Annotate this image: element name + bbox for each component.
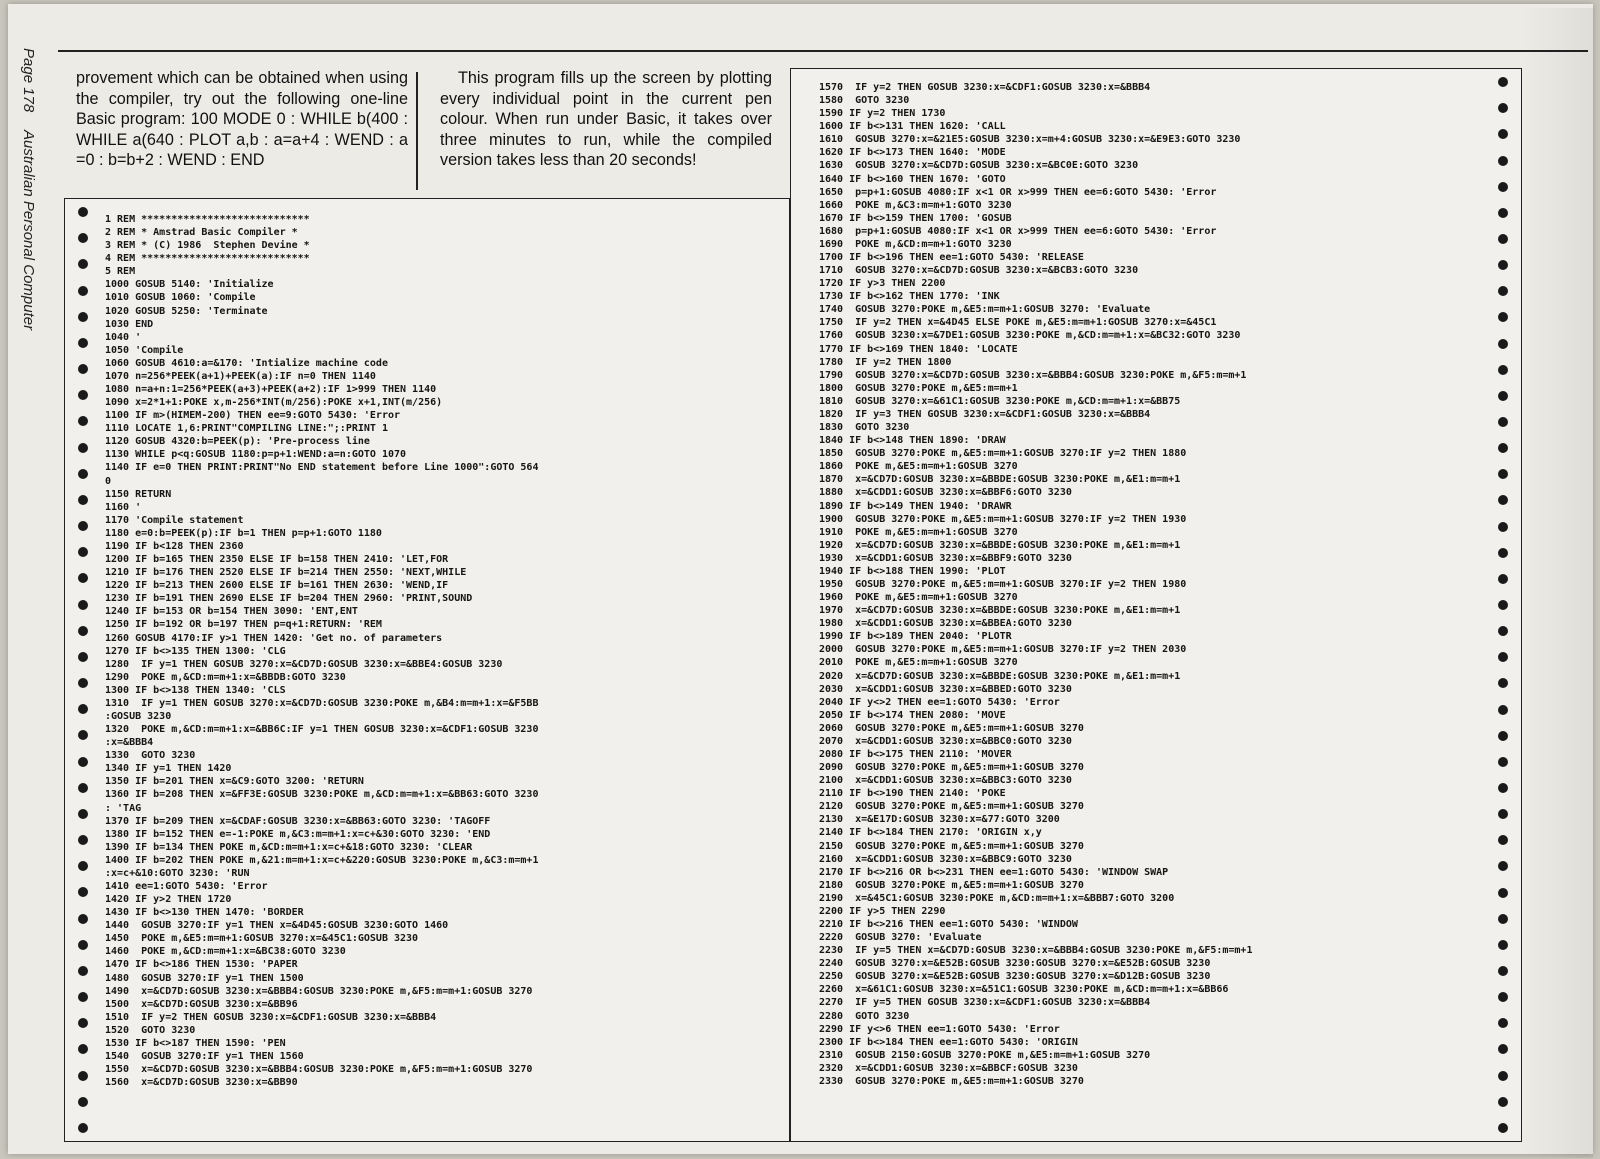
code-line: :x=&BBB4 — [105, 737, 154, 749]
code-line: 1400 IF b=202 THEN POKE m,&21:m=m+1:x=c+&220:GOSUB 3230:POKE m,&C3:m=m+1 — [105, 854, 539, 866]
sprocket-hole — [78, 1018, 88, 1028]
sprocket-hole — [1498, 103, 1508, 113]
code-line: 1650 p=p+1:GOSUB 4080:IF x<1 OR x>999 THEN ee=6:GOTO 5430: 'Error — [819, 186, 1217, 198]
code-line: 1040 ' — [105, 331, 142, 343]
sprocket-hole — [1498, 809, 1508, 819]
code-line: 1280 IF y=1 THEN GOSUB 3270:x=&CD7D:GOSUB 3230:x=&BBE4:GOSUB 3230 — [105, 658, 503, 670]
sprocket-hole — [1498, 783, 1508, 793]
sprocket-hole — [78, 626, 88, 636]
code-line: 1010 GOSUB 1060: 'Compile — [105, 292, 256, 304]
code-line: 2240 GOSUB 3270:x=&E52B:GOSUB 3230:GOSUB 3270:x=&E52B:GOSUB 3230 — [819, 958, 1211, 970]
intro-paragraph-left: provement which can be obtained when using the compiler, try out the following one-line Basic program: 100 MODE 0 : WHILE b(400 : WHILE a(640 : PLOT a,b : a=a+4 : WEND : a =0 : b=b+2 : WEND : END — [76, 69, 408, 169]
code-line: 1760 GOSUB 3230:x=&7DE1:GOSUB 3230:POKE m,&CD:m=m+1:x=&BC32:GOTO 3230 — [819, 330, 1241, 342]
intro-text-right — [440, 68, 772, 171]
code-line: 1480 GOSUB 3270:IF y=1 THEN 1500 — [105, 972, 304, 984]
code-line: 1270 IF b<>135 THEN 1300: 'CLG — [105, 645, 286, 657]
code-line: 1970 x=&CD7D:GOSUB 3230:x=&BBDE:GOSUB 3230:POKE m,&E1:m=m+1 — [819, 605, 1181, 617]
sprocket-hole — [78, 678, 88, 688]
code-line: 1190 IF b<128 THEN 2360 — [105, 540, 244, 552]
code-line: 1030 END — [105, 318, 154, 330]
code-line: 1790 GOSUB 3270:x=&CD7D:GOSUB 3230:x=&BBB4:GOSUB 3230:POKE m,&F5:m=m+1 — [819, 369, 1247, 381]
code-line: 1610 GOSUB 3270:x=&21E5:GOSUB 3230:x=m+4:GOSUB 3230:x=&E9E3:GOTO 3230 — [819, 134, 1241, 146]
sprocket-hole — [1498, 443, 1508, 453]
code-line: 1540 GOSUB 3270:IF y=1 THEN 1560 — [105, 1051, 304, 1062]
code-line: 1930 x=&CDD1:GOSUB 3230:x=&BBF9:GOTO 3230 — [819, 552, 1072, 564]
code-line: 1690 POKE m,&CD:m=m+1:GOTO 3230 — [819, 238, 1012, 250]
code-line: 2180 GOSUB 3270:POKE m,&E5:m=m+1:GOSUB 3270 — [819, 879, 1084, 891]
sprocket-hole — [1498, 1071, 1508, 1081]
sprocket-hole — [78, 1044, 88, 1054]
sprocket-hole — [78, 861, 88, 871]
sprocket-hole — [78, 757, 88, 767]
sprocket-hole — [1498, 1123, 1508, 1133]
code-line: 1100 IF m>(HIMEM-200) THEN ee=9:GOTO 5430: 'Error — [105, 410, 401, 422]
sprocket-hole — [78, 573, 88, 583]
code-line: 1360 IF b=208 THEN x=&FF3E:GOSUB 3230:POKE m,&CD:m=m+1:x=&BB63:GOTO 3230 — [105, 789, 539, 801]
code-line: 2220 GOSUB 3270: 'Evaluate — [819, 932, 982, 944]
sprocket-hole — [1498, 966, 1508, 976]
sprocket-hole — [1498, 208, 1508, 218]
code-line: 2250 GOSUB 3270:x=&E52B:GOSUB 3230:GOSUB 3270:x=&D12B:GOSUB 3230 — [819, 971, 1211, 983]
code-line: 1510 IF y=2 THEN GOSUB 3230:x=&CDF1:GOSUB 3230:x=&BBB4 — [105, 1011, 437, 1023]
code-line: 1300 IF b<>138 THEN 1340: 'CLS — [105, 684, 286, 696]
sprocket-hole — [1498, 626, 1508, 636]
code-line: 1210 IF b=176 THEN 2520 ELSE IF b=214 THEN 2550: 'NEXT,WHILE — [105, 567, 467, 579]
code-line: 2150 GOSUB 3270:POKE m,&E5:m=m+1:GOSUB 3270 — [819, 840, 1084, 852]
code-line: 1670 IF b<>159 THEN 1700: 'GOSUB — [819, 212, 1012, 224]
code-line: 1080 n=a+n:1=256*PEEK(a+3)+PEEK(a+2):IF 1>999 THEN 1140 — [105, 384, 437, 396]
code-line: 2030 x=&CDD1:GOSUB 3230:x=&BBED:GOTO 3230 — [819, 683, 1072, 695]
code-line: 1410 ee=1:GOTO 5430: 'Error — [105, 880, 268, 892]
code-line: 1260 GOSUB 4170:IF y>1 THEN 1420: 'Get no. of parameters — [105, 632, 443, 644]
listing-panel-left — [64, 198, 790, 1142]
sprocket-hole — [1498, 940, 1508, 950]
code-line: 2290 IF y<>6 THEN ee=1:GOTO 5430: 'Error — [819, 1023, 1060, 1035]
code-line: 2090 GOSUB 3270:POKE m,&E5:m=m+1:GOSUB 3270 — [819, 762, 1084, 774]
code-line: 1250 IF b=192 OR b=197 THEN p=q+1:RETURN: 'REM — [105, 619, 382, 631]
sprocket-hole — [78, 416, 88, 426]
code-line: 4 REM **************************** — [105, 253, 310, 265]
sprocket-hole — [78, 207, 88, 217]
code-line: 2110 IF b<>190 THEN 2140: 'POKE — [819, 788, 1006, 800]
code-line: 1350 IF b=201 THEN x=&C9:GOTO 3200: 'RETURN — [105, 776, 364, 788]
sprocket-hole — [78, 233, 88, 243]
code-line: :GOSUB 3230 — [105, 710, 172, 722]
code-line: 1600 IF b<>131 THEN 1620: 'CALL — [819, 121, 1006, 133]
sprocket-hole — [78, 338, 88, 348]
code-line: 1060 GOSUB 4610:a=&170: 'Intialize machine code — [105, 357, 388, 369]
code-line: 2040 IF y<>2 THEN ee=1:GOTO 5430: 'Error — [819, 696, 1060, 708]
sprocket-hole — [78, 521, 88, 531]
code-line: 1170 'Compile statement — [105, 514, 244, 526]
code-listing-left — [105, 213, 538, 1089]
code-line: 1460 POKE m,&CD:m=m+1:x=&BC38:GOTO 3230 — [105, 946, 346, 958]
top-rule — [58, 50, 1588, 52]
sprocket-hole — [78, 312, 88, 322]
sprocket-hole — [1498, 234, 1508, 244]
code-line: 1450 POKE m,&E5:m=m+1:GOSUB 3270:x=&45C1:GOSUB 3230 — [105, 933, 419, 945]
code-line: 2160 x=&CDD1:GOSUB 3230:x=&BBC9:GOTO 3230 — [819, 853, 1072, 865]
code-line: 2050 IF b<>174 THEN 2080: 'MOVE — [819, 709, 1006, 721]
code-line: 1430 IF b<>130 THEN 1470: 'BORDER — [105, 907, 304, 919]
code-line: 1470 IF b<>186 THEN 1530: 'PAPER — [105, 959, 298, 971]
code-line: 1500 x=&CD7D:GOSUB 3230:x=&BB96 — [105, 998, 298, 1010]
code-line: 1240 IF b=153 OR b=154 THEN 3090: 'ENT,ENT — [105, 606, 358, 618]
code-line: 2060 GOSUB 3270:POKE m,&E5:m=m+1:GOSUB 3270 — [819, 722, 1084, 734]
sprocket-hole — [1498, 600, 1508, 610]
code-line: 1070 n=256*PEEK(a+1)+PEEK(a):IF n=0 THEN 1140 — [105, 370, 376, 382]
intro-text-left — [76, 68, 408, 171]
code-line: 2140 IF b<>184 THEN 2170: 'ORIGIN x,y — [819, 827, 1042, 839]
code-line: 3 REM * (C) 1986 Stephen Devine * — [105, 240, 310, 252]
code-line: 1580 GOTO 3230 — [819, 95, 910, 107]
sprocket-hole — [1498, 835, 1508, 845]
code-line: 2230 IF y=5 THEN x=&CD7D:GOSUB 3230:x=&BBB4:GOSUB 3230:POKE m,&F5:m=m+1 — [819, 945, 1253, 957]
sprocket-hole — [1498, 992, 1508, 1002]
code-line: 1330 GOTO 3230 — [105, 750, 196, 762]
sprocket-hole — [1498, 339, 1508, 349]
code-line: 1390 IF b=134 THEN POKE m,&CD:m=m+1:x=c+&18:GOTO 3230: 'CLEAR — [105, 841, 473, 853]
code-line: 1230 IF b=191 THEN 2690 ELSE IF b=204 THEN 2960: 'PRINT,SOUND — [105, 593, 473, 605]
sprocket-hole — [78, 783, 88, 793]
code-line: 1420 IF y>2 THEN 1720 — [105, 894, 232, 906]
sprocket-hole — [78, 1123, 88, 1133]
sprocket-hole — [1498, 548, 1508, 558]
sprocket-hole — [1498, 469, 1508, 479]
code-line: 1200 IF b=165 THEN 2350 ELSE IF b=158 THEN 2410: 'LET,FOR — [105, 554, 449, 566]
code-line: :x=c+&10:GOTO 3230: 'RUN — [105, 867, 250, 879]
sprocket-hole — [78, 600, 88, 610]
sprocket-hole — [1498, 156, 1508, 166]
sprocket-hole — [1498, 286, 1508, 296]
sprocket-hole — [1498, 888, 1508, 898]
sprocket-hole — [78, 652, 88, 662]
code-line: 1860 POKE m,&E5:m=m+1:GOSUB 3270 — [819, 461, 1018, 473]
code-line: 1770 IF b<>169 THEN 1840: 'LOCATE — [819, 343, 1018, 355]
sprocket-hole — [1498, 182, 1508, 192]
code-line: 1630 GOSUB 3270:x=&CD7D:GOSUB 3230:x=&BC0E:GOTO 3230 — [819, 160, 1139, 172]
code-line: 2080 IF b<>175 THEN 2110: 'MOVER — [819, 748, 1012, 760]
intro-paragraph-right: This program fills up the screen by plotting every individual point in the current pen colour. When run under Basic, it takes over three minutes to run, while the compiled version takes less than 20 seconds! — [440, 69, 772, 169]
code-line: 1020 GOSUB 5250: 'Terminate — [105, 305, 268, 317]
code-line: 1370 IF b=209 THEN x=&CDAF:GOSUB 3230:x=&BB63:GOTO 3230: 'TAGOFF — [105, 815, 491, 827]
sprocket-hole — [1498, 495, 1508, 505]
sprocket-hole — [1498, 705, 1508, 715]
sprocket-holes-right — [1493, 69, 1513, 1141]
code-line: 1640 IF b<>160 THEN 1670: 'GOTO — [819, 173, 1006, 185]
code-line: 1840 IF b<>148 THEN 1890: 'DRAW — [819, 435, 1006, 447]
column-divider — [416, 72, 418, 190]
sprocket-hole — [1498, 1018, 1508, 1028]
code-line: 1440 GOSUB 3270:IF y=1 THEN x=&4D45:GOSUB 3230:GOTO 1460 — [105, 920, 449, 932]
code-line: 1830 GOTO 3230 — [819, 422, 910, 434]
code-line: 1890 IF b<>149 THEN 1940: 'DRAWR — [819, 500, 1012, 512]
sprocket-hole — [1498, 757, 1508, 767]
code-line: 1820 IF y=3 THEN GOSUB 3230:x=&CDF1:GOSUB 3230:x=&BBB4 — [819, 408, 1151, 420]
code-line: 1140 IF e=0 THEN PRINT:PRINT"No END statement before Line 1000":GOTO 564 — [105, 462, 539, 474]
code-line: 1780 IF y=2 THEN 1800 — [819, 356, 952, 368]
code-line: 1880 x=&CDD1:GOSUB 3230:x=&BBF6:GOTO 3230 — [819, 487, 1072, 499]
code-line: 2330 GOSUB 3270:POKE m,&E5:m=m+1:GOSUB 3270 — [819, 1075, 1084, 1087]
code-line: 1180 e=0:b=PEEK(p):IF b=1 THEN p=p+1:GOTO 1180 — [105, 527, 382, 539]
sprocket-hole — [78, 835, 88, 845]
sprocket-hole — [1498, 260, 1508, 270]
code-line: 2200 IF y>5 THEN 2290 — [819, 905, 946, 917]
code-line: 1730 IF b<>162 THEN 1770: 'INK — [819, 291, 1000, 303]
code-line: 2260 x=&61C1:GOSUB 3230:x=&51C1:GOSUB 3230:POKE m,&CD:m=m+1:x=&BB66 — [819, 984, 1229, 996]
sprocket-hole — [78, 887, 88, 897]
code-line: 2070 x=&CDD1:GOSUB 3230:x=&BBC0:GOTO 3230 — [819, 735, 1072, 747]
sprocket-hole — [1498, 129, 1508, 139]
code-line: 2130 x=&E17D:GOSUB 3230:x=&77:GOTO 3200 — [819, 814, 1060, 826]
page-fold-shadow — [1523, 8, 1593, 1158]
code-line: 1 REM **************************** — [105, 214, 310, 225]
code-line: 2310 GOSUB 2150:GOSUB 3270:POKE m,&E5:m=m+1:GOSUB 3270 — [819, 1049, 1151, 1061]
sprocket-hole — [78, 547, 88, 557]
code-line: 1750 IF y=2 THEN x=&4D45 ELSE POKE m,&E5:m=m+1:GOSUB 3270:x=&45C1 — [819, 317, 1217, 329]
code-line: 5 REM — [105, 266, 136, 278]
sprocket-hole — [78, 940, 88, 950]
code-line: 1120 GOSUB 4320:b=PEEK(p): 'Pre-process line — [105, 436, 370, 448]
sprocket-hole — [78, 469, 88, 479]
code-line: 1590 IF y=2 THEN 1730 — [819, 108, 946, 120]
sprocket-hole — [78, 966, 88, 976]
code-line: 0 — [105, 475, 112, 487]
code-line: 2320 x=&CDD1:GOSUB 3230:x=&BBCF:GOSUB 3230 — [819, 1062, 1078, 1074]
code-line: 1680 p=p+1:GOSUB 4080:IF x<1 OR x>999 THEN ee=6:GOTO 5430: 'Error — [819, 225, 1217, 237]
code-line: 1160 ' — [105, 501, 142, 513]
code-line: 2300 IF b<>184 THEN ee=1:GOTO 5430: 'ORIGIN — [819, 1036, 1078, 1048]
code-line: 2270 IF y=5 THEN GOSUB 3230:x=&CDF1:GOSUB 3230:x=&BBB4 — [819, 997, 1151, 1009]
sprocket-hole — [78, 259, 88, 269]
code-line: 1560 x=&CD7D:GOSUB 3230:x=&BB90 — [105, 1077, 298, 1089]
sprocket-hole — [1498, 522, 1508, 532]
code-line: 1800 GOSUB 3270:POKE m,&E5:m=m+1 — [819, 382, 1018, 394]
magazine-page — [8, 4, 1593, 1154]
code-line: 1710 GOSUB 3270:x=&CD7D:GOSUB 3230:x=&BCB3:GOTO 3230 — [819, 265, 1139, 277]
code-line: 1130 WHILE p<q:GOSUB 1180:p=p+1:WEND:a=n:GOTO 1070 — [105, 449, 407, 461]
code-line: 1810 GOSUB 3270:x=&61C1:GOSUB 3230:POKE m,&CD:m=m+1:x=&BB75 — [819, 395, 1181, 407]
code-line: 1570 IF y=2 THEN GOSUB 3230:x=&CDF1:GOSUB 3230:x=&BBB4 — [819, 82, 1151, 93]
code-line: 2010 POKE m,&E5:m=m+1:GOSUB 3270 — [819, 657, 1018, 669]
code-line: 1380 IF b=152 THEN e=-1:POKE m,&C3:m=m+1:x=c+&30:GOTO 3230: 'END — [105, 828, 491, 840]
sprocket-hole — [78, 443, 88, 453]
code-line: 1720 IF y>3 THEN 2200 — [819, 278, 946, 290]
sprocket-hole — [78, 992, 88, 1002]
code-line: 2190 x=&45C1:GOSUB 3230:POKE m,&CD:m=m+1:x=&BBB7:GOTO 3200 — [819, 892, 1175, 904]
code-line: 2170 IF b<>216 OR b<>231 THEN ee=1:GOTO 5430: 'WINDOW SWAP — [819, 866, 1169, 878]
code-line: 1910 POKE m,&E5:m=m+1:GOSUB 3270 — [819, 526, 1018, 538]
sprocket-hole — [1498, 678, 1508, 688]
code-line: 1310 IF y=1 THEN GOSUB 3270:x=&CD7D:GOSUB 3230:POKE m,&B4:m=m+1:x=&F5BB — [105, 697, 539, 709]
code-line: 2000 GOSUB 3270:POKE m,&E5:m=m+1:GOSUB 3270:IF y=2 THEN 2030 — [819, 644, 1187, 656]
sprocket-hole — [1498, 652, 1508, 662]
sprocket-hole — [78, 364, 88, 374]
code-line: 1850 GOSUB 3270:POKE m,&E5:m=m+1:GOSUB 3270:IF y=2 THEN 1880 — [819, 448, 1187, 460]
code-listing-right — [819, 81, 1252, 1088]
sprocket-hole — [1498, 861, 1508, 871]
code-line: 1520 GOTO 3230 — [105, 1024, 196, 1036]
sprocket-hole — [78, 1097, 88, 1107]
sprocket-hole — [78, 730, 88, 740]
sprocket-hole — [1498, 312, 1508, 322]
code-line: 1340 IF y=1 THEN 1420 — [105, 763, 232, 775]
sprocket-hole — [78, 704, 88, 714]
code-line: 1980 x=&CDD1:GOSUB 3230:x=&BBEA:GOTO 3230 — [819, 618, 1072, 630]
sprocket-hole — [1498, 1097, 1508, 1107]
code-line: 1490 x=&CD7D:GOSUB 3230:x=&BBB4:GOSUB 3230:POKE m,&F5:m=m+1:GOSUB 3270 — [105, 985, 533, 997]
code-line: 1150 RETURN — [105, 488, 172, 500]
code-line: 1530 IF b<>187 THEN 1590: 'PEN — [105, 1037, 286, 1049]
code-line: 1990 IF b<>189 THEN 2040: 'PLOTR — [819, 631, 1012, 643]
code-line: 1050 'Compile — [105, 344, 184, 356]
sprocket-hole — [1498, 731, 1508, 741]
sprocket-hole — [78, 495, 88, 505]
code-line: 1740 GOSUB 3270:POKE m,&E5:m=m+1:GOSUB 3270: 'Evaluate — [819, 304, 1151, 316]
page-number: Page 178 — [20, 48, 37, 113]
code-line: 1320 POKE m,&CD:m=m+1:x=&BB6C:IF y=1 THEN GOSUB 3230:x=&CDF1:GOSUB 3230 — [105, 724, 539, 736]
code-line: 1220 IF b=213 THEN 2600 ELSE IF b=161 THEN 2630: 'WEND,IF — [105, 580, 449, 592]
sprocket-hole — [1498, 574, 1508, 584]
code-line: 2 REM * Amstrad Basic Compiler * — [105, 227, 298, 239]
sprocket-hole — [1498, 417, 1508, 427]
code-line: : 'TAG — [105, 802, 142, 814]
code-line: 1290 POKE m,&CD:m=m+1:x=&BBDB:GOTO 3230 — [105, 671, 346, 683]
code-line: 2020 x=&CD7D:GOSUB 3230:x=&BBDE:GOSUB 3230:POKE m,&E1:m=m+1 — [819, 670, 1181, 682]
sprocket-hole — [78, 1071, 88, 1081]
sprocket-hole — [78, 390, 88, 400]
sprocket-hole — [1498, 391, 1508, 401]
code-line: 1960 POKE m,&E5:m=m+1:GOSUB 3270 — [819, 592, 1018, 604]
sprocket-hole — [78, 914, 88, 924]
code-line: 2210 IF b<>216 THEN ee=1:GOTO 5430: 'WINDOW — [819, 919, 1078, 930]
code-line: 1950 GOSUB 3270:POKE m,&E5:m=m+1:GOSUB 3270:IF y=2 THEN 1980 — [819, 578, 1187, 590]
code-line: 1620 IF b<>173 THEN 1640: 'MODE — [819, 147, 1006, 159]
sprocket-hole — [78, 286, 88, 296]
code-line: 2120 GOSUB 3270:POKE m,&E5:m=m+1:GOSUB 3270 — [819, 801, 1084, 813]
code-line: 1700 IF b<>196 THEN ee=1:GOTO 5430: 'RELEASE — [819, 252, 1084, 264]
code-line: 1110 LOCATE 1,6:PRINT"COMPILING LINE:";:PRINT 1 — [105, 423, 388, 435]
code-line: 1920 x=&CD7D:GOSUB 3230:x=&BBDE:GOSUB 3230:POKE m,&E1:m=m+1 — [819, 539, 1181, 551]
sprocket-holes-left — [73, 199, 93, 1141]
sprocket-hole — [78, 809, 88, 819]
sprocket-hole — [1498, 77, 1508, 87]
code-line: 1000 GOSUB 5140: 'Initialize — [105, 279, 274, 291]
code-line: 2100 x=&CDD1:GOSUB 3230:x=&BBC3:GOTO 3230 — [819, 775, 1072, 787]
publication-name: Australian Personal Computer — [20, 130, 37, 331]
code-line: 1550 x=&CD7D:GOSUB 3230:x=&BBB4:GOSUB 3230:POKE m,&F5:m=m+1:GOSUB 3270 — [105, 1064, 533, 1076]
listing-panel-right — [790, 68, 1522, 1142]
code-line: 1090 x=2*1+1:POKE x,m-256*INT(m/256):POKE x+1,INT(m/256) — [105, 397, 443, 409]
sprocket-hole — [1498, 914, 1508, 924]
sprocket-hole — [1498, 1044, 1508, 1054]
sprocket-hole — [1498, 365, 1508, 375]
code-line: 1870 x=&CD7D:GOSUB 3230:x=&BBDE:GOSUB 3230:POKE m,&E1:m=m+1 — [819, 474, 1181, 486]
code-line: 2280 GOTO 3230 — [819, 1010, 910, 1022]
code-line: 1660 POKE m,&C3:m=m+1:GOTO 3230 — [819, 199, 1012, 211]
code-line: 1900 GOSUB 3270:POKE m,&E5:m=m+1:GOSUB 3270:IF y=2 THEN 1930 — [819, 513, 1187, 525]
running-head — [20, 48, 37, 345]
code-line: 1940 IF b<>188 THEN 1990: 'PLOT — [819, 565, 1006, 577]
